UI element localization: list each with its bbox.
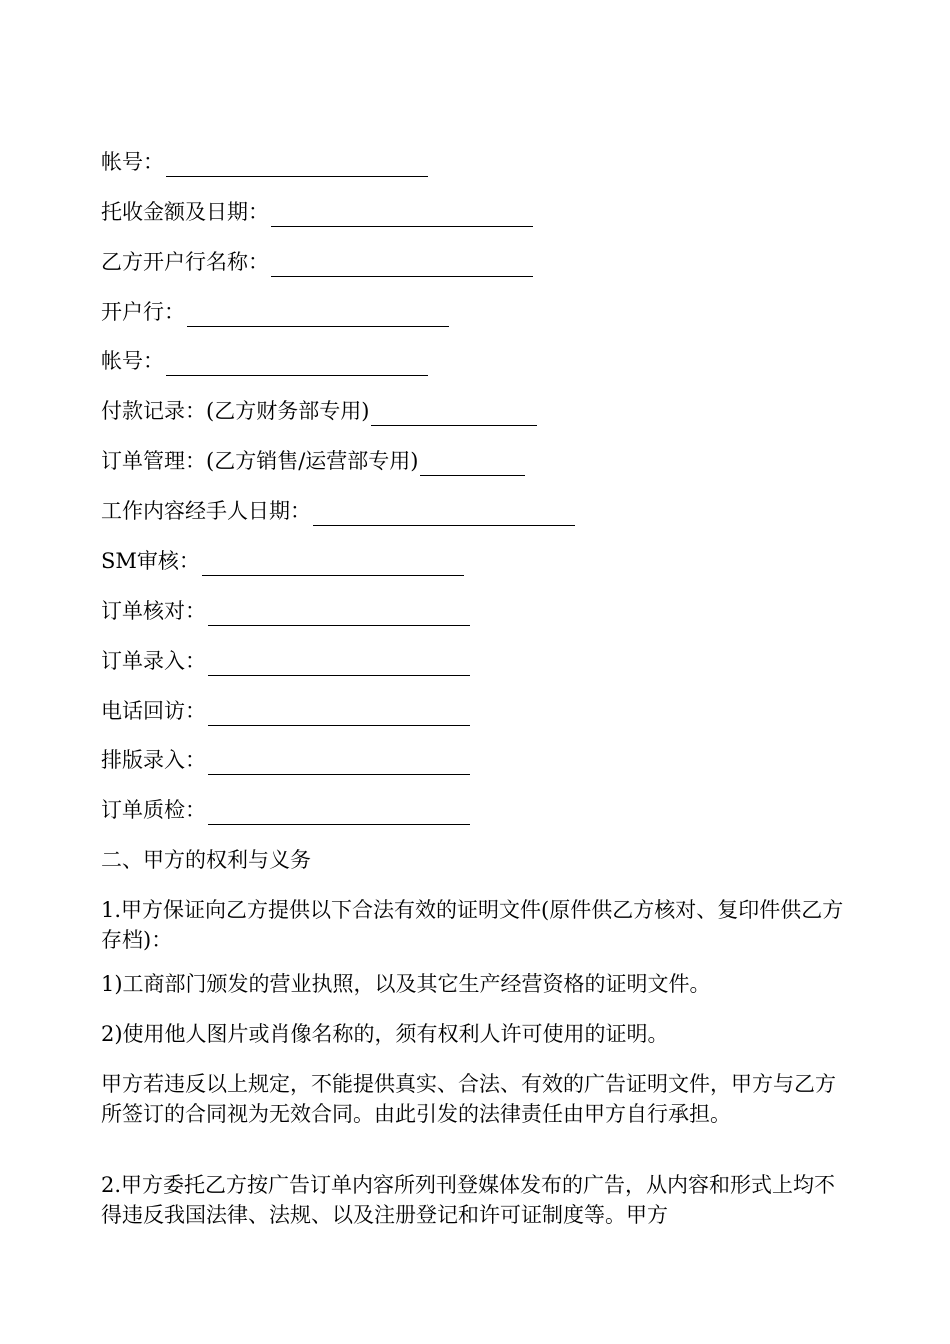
field-account-1 xyxy=(101,147,428,177)
fill-blank[interactable] xyxy=(271,204,533,227)
field-label: 订单管理：(乙方销售/运营部专用) xyxy=(101,449,419,473)
field-label: 帐号： xyxy=(101,349,164,373)
paragraph-4: 甲方若违反以上规定，不能提供真实、合法、有效的广告证明文件，甲方与乙方所签订的合同视为无效合同。由此引发的法律责任由甲方自行承担。 xyxy=(101,1072,836,1126)
field-label: SM审核： xyxy=(101,549,200,573)
field-label: 工作内容经手人日期： xyxy=(101,499,311,523)
fill-blank[interactable] xyxy=(208,802,470,825)
field-order-management xyxy=(101,446,525,476)
paragraph-1: 1.甲方保证向乙方提供以下合法有效的证明文件(原件供乙方核对、复印件供乙方存档)： xyxy=(101,898,844,952)
paragraph-3: 2)使用他人图片或肖像名称的，须有权利人许可使用的证明。 xyxy=(101,1022,669,1046)
field-label: 排版录入： xyxy=(101,748,206,772)
field-sm-review xyxy=(101,546,464,576)
fill-blank[interactable] xyxy=(208,703,470,726)
field-payment-record xyxy=(101,396,537,426)
field-handler-date xyxy=(101,496,575,526)
field-layout-entry xyxy=(101,745,470,775)
field-phone-followup xyxy=(101,696,470,726)
field-order-entry xyxy=(101,646,470,676)
field-label: 托收金额及日期： xyxy=(101,200,269,224)
field-label: 订单质检： xyxy=(101,798,206,822)
field-label: 订单录入： xyxy=(101,649,206,673)
field-label: 订单核对： xyxy=(101,599,206,623)
field-label: 电话回访： xyxy=(101,699,206,723)
field-label: 帐号： xyxy=(101,150,164,174)
paragraph-5: 2.甲方委托乙方按广告订单内容所列刊登媒体发布的广告，从内容和形式上均不得违反我国法律、法规、以及注册登记和许可证制度等。甲方 xyxy=(101,1173,836,1227)
field-account-2 xyxy=(101,346,428,376)
field-opening-bank xyxy=(101,297,449,327)
field-party-b-bank-name xyxy=(101,247,533,277)
fill-blank[interactable] xyxy=(420,453,525,476)
fill-blank[interactable] xyxy=(271,254,533,277)
field-label: 乙方开户行名称： xyxy=(101,250,269,274)
paragraph-2: 1)工商部门颁发的营业执照，以及其它生产经营资格的证明文件。 xyxy=(101,972,711,996)
field-order-qc xyxy=(101,795,470,825)
fill-blank[interactable] xyxy=(208,752,470,775)
fill-blank[interactable] xyxy=(208,653,470,676)
fill-blank[interactable] xyxy=(313,503,575,526)
section-heading: 二、甲方的权利与义务 xyxy=(101,848,311,872)
fill-blank[interactable] xyxy=(208,603,470,626)
fill-blank[interactable] xyxy=(371,403,537,426)
fill-blank[interactable] xyxy=(166,154,428,177)
field-order-check xyxy=(101,596,470,626)
fill-blank[interactable] xyxy=(166,353,428,376)
fill-blank[interactable] xyxy=(202,553,464,576)
fill-blank[interactable] xyxy=(187,304,449,327)
field-label: 开户行： xyxy=(101,300,185,324)
field-label: 付款记录：(乙方财务部专用) xyxy=(101,399,370,423)
field-collection-amount-date xyxy=(101,197,533,227)
